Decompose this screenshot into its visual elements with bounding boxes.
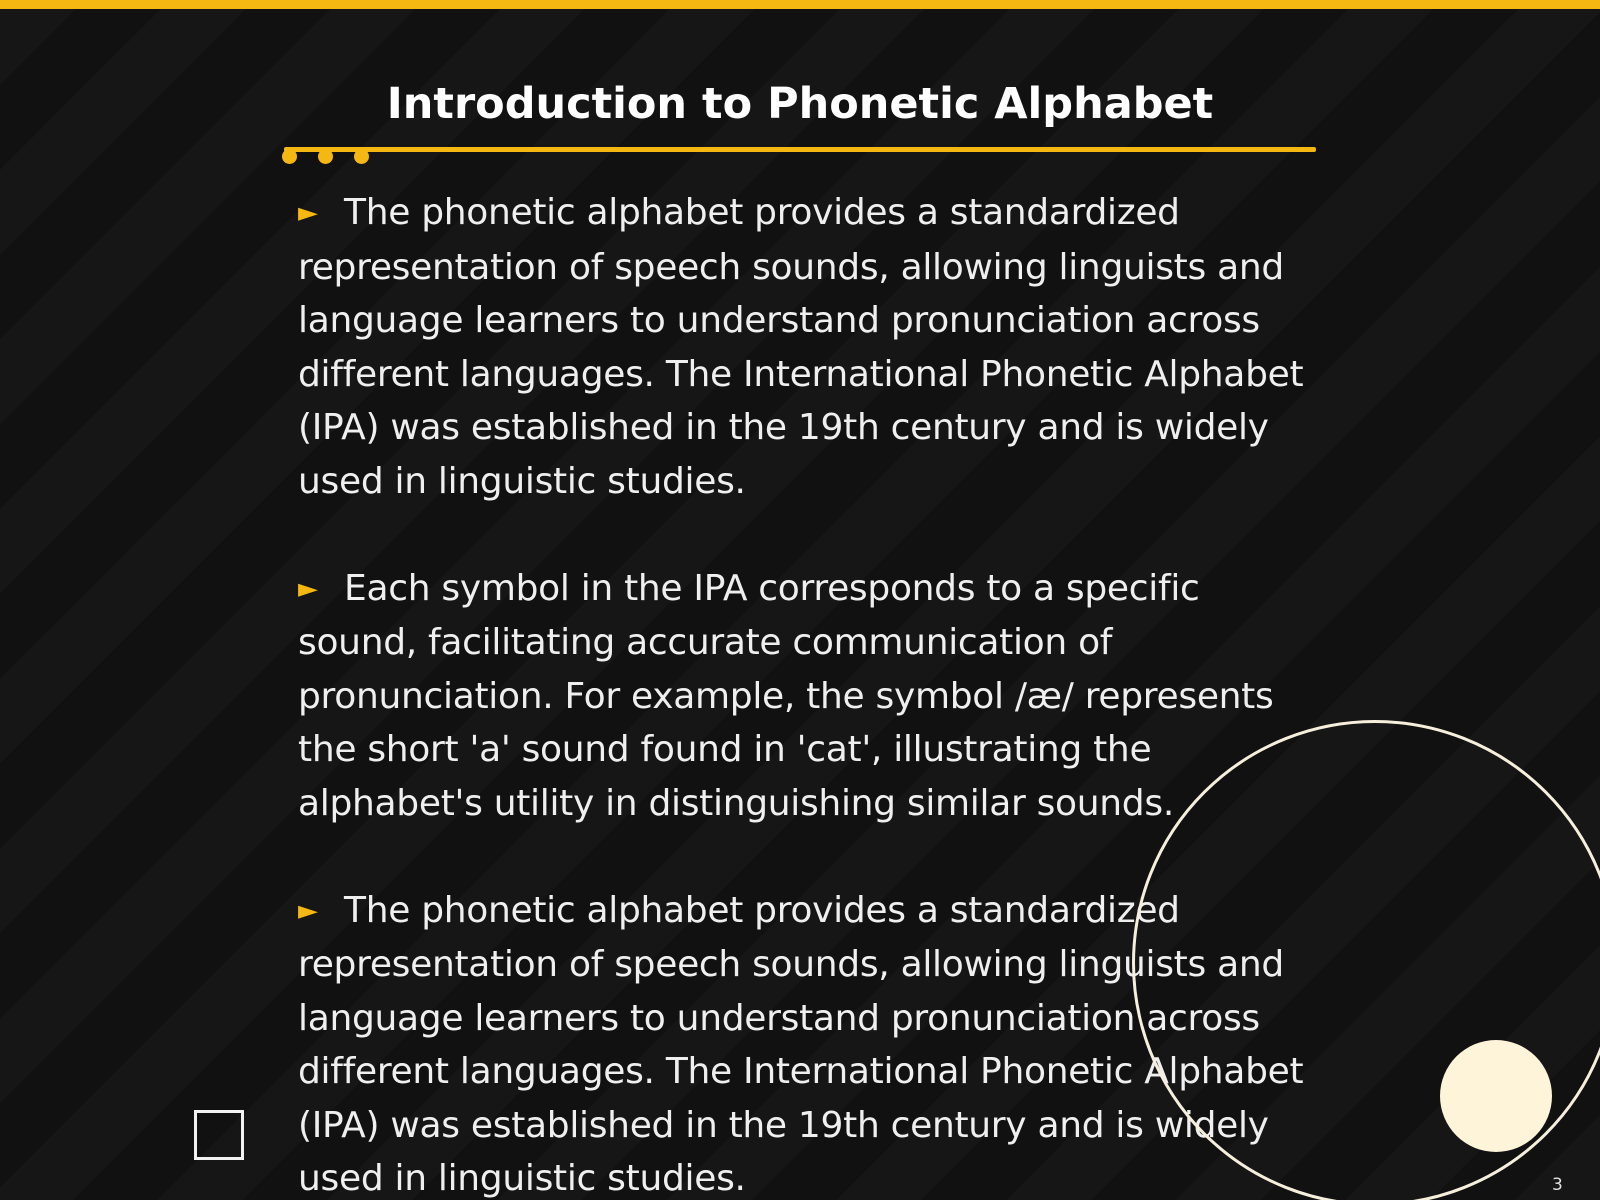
slide-title: Introduction to Phonetic Alphabet — [386, 79, 1214, 129]
bullet-arrow-icon: ► — [298, 198, 318, 228]
bullet-text: Each symbol in the IPA corresponds to a specific sound, facilitating accurate communication of pronunciation. For example, the symbol /æ/ represents the short 'a' sound found in 'cat', illustrating the alphabet's utility in distinguishing similar sounds. — [298, 567, 1274, 824]
top-accent-bar — [0, 0, 1600, 9]
bullet-arrow-icon: ► — [298, 573, 318, 604]
decorative-dot — [282, 149, 297, 164]
bullet-item — [298, 186, 1308, 508]
page-number: 3 — [1552, 1175, 1563, 1195]
bullet-text: The phonetic alphabet provides a standardized representation of speech sounds, allowing linguists and language learners to understand pronunciation across different languages. The International Phonetic Alphabet (IPA) was established in the 19th century and is widely used in linguistic studies. — [298, 192, 1304, 502]
decorative-dot — [318, 149, 333, 164]
bullet-text: The phonetic alphabet provides a standardized representation of speech sounds, allowing linguists and language learners to understand pronunciation across different languages. The International Phonetic Alphabet (IPA) was established in the 19th century and is widely used in linguistic studies. — [298, 889, 1304, 1199]
decorative-dot — [354, 149, 369, 164]
decorative-filled-circle — [1440, 1040, 1552, 1152]
bullet-arrow-icon: ► — [298, 895, 318, 926]
decorative-square — [194, 1110, 244, 1160]
bullet-item — [298, 562, 1308, 831]
title-underline — [284, 147, 1316, 152]
